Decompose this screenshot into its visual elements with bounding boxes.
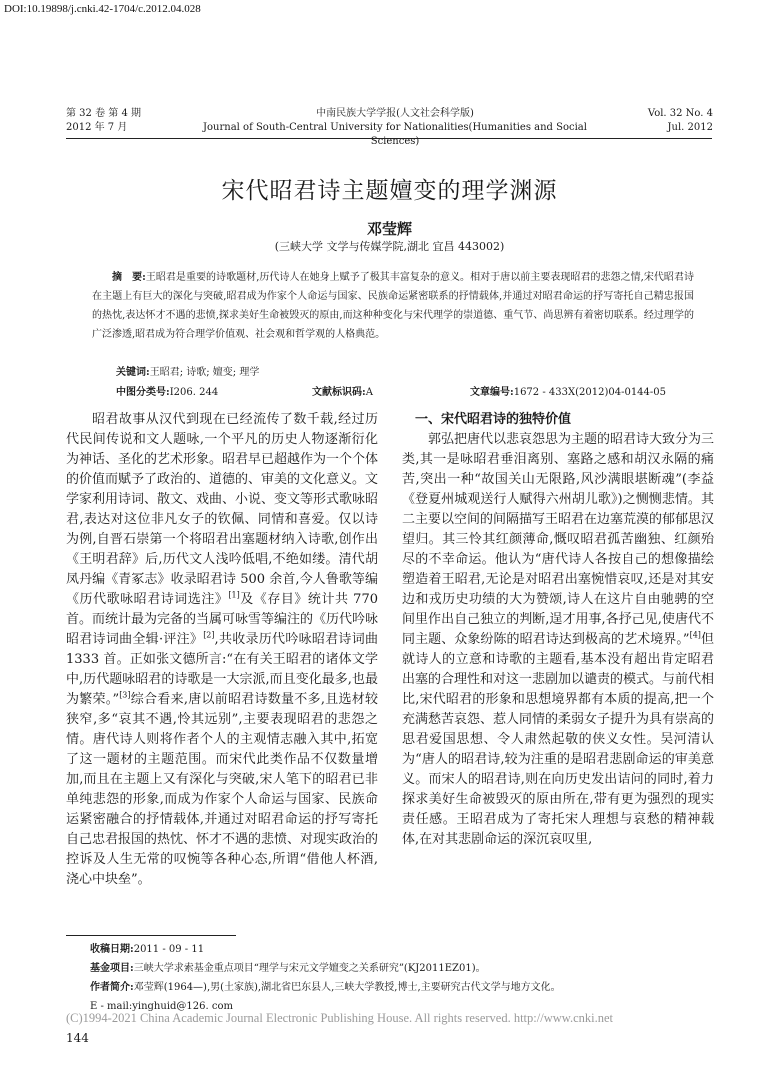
header-issue: [66, 107, 141, 135]
footnotes: [90, 940, 710, 1016]
fund-label: 基金项目:: [90, 963, 134, 974]
body-column-left: [66, 410, 378, 890]
p1-text-c: ,共收录历代吟咏昭君诗词曲 1333 首。正如张文德所言:“在有关王昭君的诸体文学中,历代题咏昭君的诗歌是一大宗派,而且变化最多,也最为繁荣。”: [66, 632, 378, 707]
article-number: [470, 383, 666, 398]
citation-3[interactable]: [3]: [119, 690, 131, 700]
p1-text-a: 昭君故事从汉代到现在已经流传了数千载,经过历代民间传说和文人题咏,一个平凡的历史人物逐渐衍化为神话、圣化的艺术形象。昭君早已超越作为一个个体的价值而赋予了政治的、道德的、审美的文化意义。文学家利用诗词、散文、戏曲、小说、变文等形式歌咏昭君,表达对这位非凡女子的钦佩、同情和喜爱。仅以诗为例,自晋石崇第一个将昭君出塞题材纳入诗歌,创作出《王明君辞》后,历代文人浅吟低唱,不绝如缕。清代胡凤丹编《青冢志》收录昭君诗 500 余首,今人鲁歌等编《历代歌咏昭君诗词选注》: [66, 412, 379, 607]
abstract-text: 王昭君是重要的诗歌题材,历代诗人在她身上赋予了极其丰富复杂的意义。相对于唐以前主要表现昭君的悲怨之情,宋代昭君诗在主题上有巨大的深化与突破,昭君成为作家个人命运与国家、民族命运紧密联系的抒情载体,并通过对昭君命运的抒写寄托自己精忠报国的热忱,表达怀才不遇的悲愤,探求美好生命被毁灭的原由,而这种种变化与宋代理学的崇道德、重气节、尚思辨有着密切联系。经过理学的广泛渗透,昭君成为符合理学价值观、社会观和哲学观的人格典范。: [92, 272, 694, 340]
doc-code-label: 文献标识码:: [312, 387, 366, 398]
header-journal: [200, 107, 590, 149]
clc-label: 中图分类号:: [116, 387, 170, 398]
received-label: 收稿日期:: [90, 944, 134, 955]
abstract: [92, 268, 694, 344]
footnote-received: [90, 940, 710, 959]
page-number: 144: [66, 1031, 89, 1045]
p1-text-d: 综合看来,唐以前昭君诗数量不多,且选材较狭窄,多“哀其不遇,怜其远别”,主要表现昭君的悲怨之情。唐代诗人则将作者个人的主观情志融入其中,拓宽了这一题材的主题范围。而宋代此类作品不仅数量增加,而且在主题上又有深化与突破,宋人笔下的昭君已非单纯悲怨的形象,而成为作家个人命运与国家、民族命运紧密融合的抒情载体,并通过对昭君命运的抒写寄托自己忠君报国的热忱、怀才不遇的悲愤、对现实政治的控诉及人生无常的叹惋等各种心态,所谓“借他人杯酒,浇心中块垒”。: [66, 692, 379, 887]
citation-4[interactable]: [4]: [689, 630, 701, 640]
section-heading-1: 一、宋代昭君诗的独特价值: [415, 412, 572, 427]
keywords-label: 关键词:: [116, 367, 150, 378]
p2-text-a: 郭弘把唐代以悲哀怨思为主题的昭君诗大致分为三类,其一是咏昭君垂泪离别、塞路之感和胡汉永隔的痛苦,突出一种“故国关山无限路,风沙满眼堪断魂”(李益《登夏州城观送行人赋得六州胡儿歌》)之恻恻悲情。其二主要以空间的间隔描写王昭君在边塞荒漠的郁郁思汉望归。其三怜其红颜薄命,慨叹昭君孤苦幽独、红颜殆尽的不幸命运。他认为“唐代诗人各按自己的想像描绘塑造着王昭君,无论是对昭君出塞惋惜哀叹,还是对其安边和戎历史功绩的大为赞颂,诗人在这片自由驰骋的空间里作出自己独立的判断,逞才用事,各抒己见,使唐代不同主题、众象纷陈的昭君诗达到极高的艺术境界。”: [402, 432, 715, 647]
paper-title: 宋代昭君诗主题嬗变的理学渊源: [221, 178, 558, 204]
doc-code-value: A: [365, 387, 373, 398]
paper-author: 邓莹辉: [366, 220, 412, 238]
article-number-value: 1672 - 433X(2012)04-0144-05: [513, 387, 667, 398]
cnki-watermark: (C)1994-2021 China Academic Journal Electronic Publishing House. All rights reserved. http://www.cnki.net: [66, 1011, 614, 1025]
header-volume: 第 32 卷 第 4 期: [66, 108, 141, 119]
document-code: [312, 383, 373, 398]
article-number-label: 文章编号:: [470, 387, 514, 398]
abstract-label: 摘 要:: [112, 272, 146, 283]
author-bio-label: 作者简介:: [90, 982, 134, 993]
received-date: 2011 - 09 - 11: [133, 944, 205, 955]
header-date: 2012 年 7 月: [66, 122, 128, 133]
header-journal-cn: 中南民族大学学报(人文社会科学版): [316, 108, 474, 119]
keywords-text: 王昭君; 诗歌; 嬗变; 理学: [149, 367, 260, 378]
clc-value: I206. 244: [169, 387, 219, 398]
keywords: [116, 363, 259, 378]
header-journal-en: Journal of South-Central University for Nationalities(Humanities and Social Sciences): [203, 122, 587, 147]
paper-affiliation: (三峡大学 文学与传媒学院,湖北 宜昌 443002): [274, 240, 505, 253]
p2-text-b: 但就诗人的立意和诗歌的主题看,基本没有超出肯定昭君出塞的合理性和对这一悲剧加以谴责的模式。与前代相比,宋代昭君的形象和思想境界都有本质的提高,把一个充满愁苦哀怨、惹人同情的柔弱女子提升为具有崇高的思君爱国思想、令人肃然起敬的侠义女性。吴河清认为“唐人的昭君诗,较为注重的是昭君悲剧命运的审美意义。而宋人的昭君诗,则在向历史发出诘问的同时,着力探求美好生命被毁灭的原由所在,带有更为强烈的现实责任感。王昭君成为了寄托宋人理想与哀愁的精神载体,在对其悲剧命运的深沉哀叹里,: [402, 632, 715, 847]
p1-text-b: 及《存目》统计共 770 首。而统计最为完备的当属可咏雪等编注的《历代吟咏昭君诗词曲全辑·评注》: [66, 592, 379, 647]
body-column-right: [402, 410, 714, 850]
fund-text: 三峡大学求索基金重点项目“理学与宋元文学嬗变之关系研究”(KJ2011EZ01)。: [133, 963, 486, 974]
footnote-fund: [90, 959, 710, 978]
doi-line: DOI:10.19898/j.cnki.42-1704/c.2012.04.028: [4, 3, 201, 15]
body-paragraph-2: [402, 430, 714, 850]
header-volume-en: Vol. 32 No. 4: [647, 108, 713, 119]
footnote-author: [90, 978, 710, 997]
footnote-email[interactable]: E - mail:yinghuid@126. com: [90, 1001, 233, 1012]
header-issue-en: [648, 107, 713, 135]
clc-number: [116, 383, 218, 398]
header-rule: [66, 138, 712, 139]
citation-1[interactable]: [1]: [228, 590, 240, 600]
header-date-en: Jul. 2012: [667, 122, 713, 133]
citation-2[interactable]: [2]: [203, 630, 215, 640]
footnote-rule: [66, 935, 236, 936]
author-bio-text: 邓莹辉(1964—),男(土家族),湖北省巴东县人,三峡大学教授,博士,主要研究古代文学与地方文化。: [133, 982, 561, 993]
body-paragraph-1: [66, 410, 378, 890]
